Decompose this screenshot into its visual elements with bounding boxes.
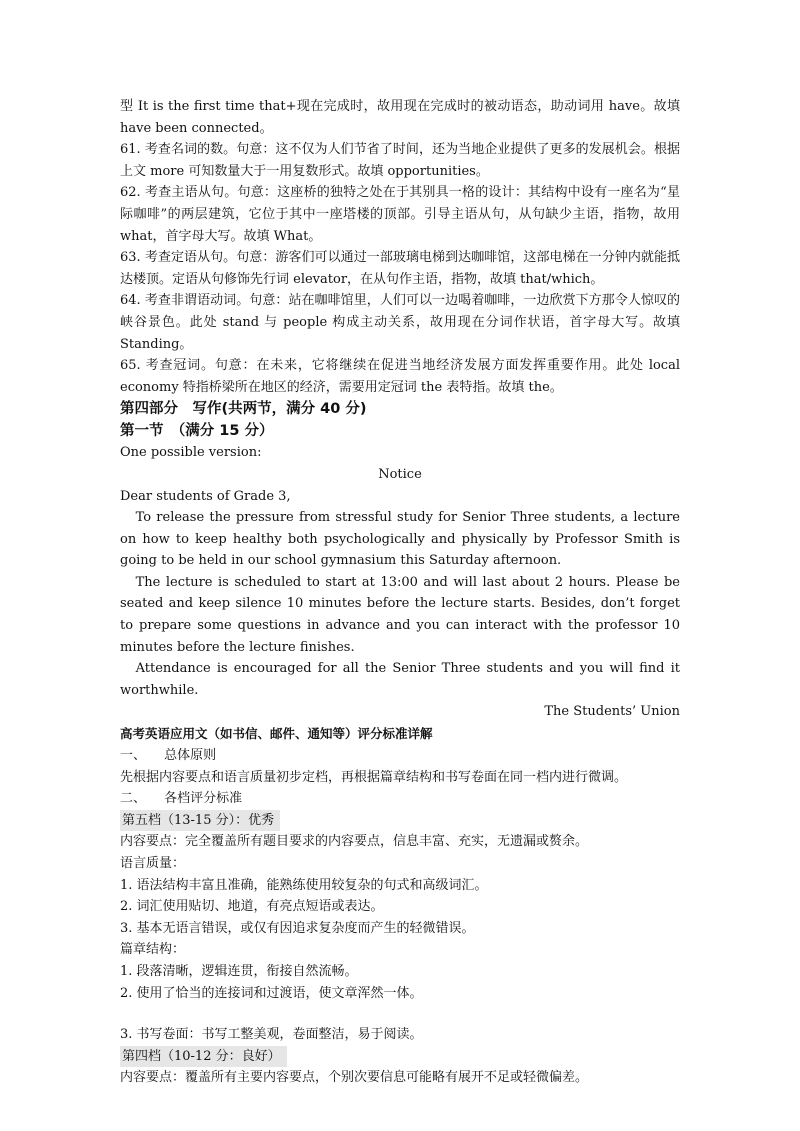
section-title: 各档评分标准: [164, 791, 243, 807]
grade5-label: 第五档（13-15 分）：优秀: [120, 810, 280, 832]
grade4-heading: [120, 1046, 680, 1068]
grade5-language-title: 语言质量：: [120, 856, 186, 871]
answer-explanation-63: 63. 考查定语从句。句意：游客们可以通过一部玻璃电梯到达咖啡馆，这部电梯在一分钟内就能抵达楼顶。定语从句修饰先行词 elevator，在从句作主语，指物，故填 that/which。: [120, 250, 680, 287]
grade5-writing: 3. 书写卷面：书写工整美观，卷面整洁，易于阅读。: [120, 1027, 423, 1043]
list-item: 2. 词汇使用贴切、地道，有亮点短语或表达。: [120, 899, 384, 915]
rubric-principle: 先根据内容要点和语言质量初步定档，再根据篇章结构和书写卷面在同一档内进行微调。: [120, 769, 628, 785]
answer-explanation-61: 61. 考查名词的数。句意：这不仅为人们节省了时间，还为当地企业提供了更多的发展机会。根据上文 more 可知数量大于一用复数形式。故填 opportunities。: [120, 142, 680, 179]
rubric-section-2-heading: [120, 788, 680, 810]
answer-explanation-65: 65. 考查冠词。句意：在未来，它将继续在促进当地经济发展方面发挥重要作用。此处 local economy 特指桥梁所在地区的经济，需要用定冠词 the 表特指。故填 the。: [120, 358, 680, 395]
possible-version-label: One possible version:: [120, 445, 262, 461]
section1-heading: 第一节 （满分 15 分）: [120, 423, 274, 440]
rubric-section-1-heading: [120, 745, 680, 767]
section-title: 总体原则: [164, 748, 217, 764]
list-item: 1. 段落清晰，逻辑连贯，衔接自然流畅。: [120, 963, 358, 979]
notice-paragraph: To release the pressure from stressful study for Senior Three students, a lecture on how to keep healthy both psychologically and physically by Professor Smith is going to be held in our school gymnasium this Saturday afternoon.: [120, 510, 680, 569]
list-item: 3. 基本无语言错误，或仅有因追求复杂度而产生的轻微错误。: [120, 920, 475, 936]
answer-explanation-64: 64. 考查非谓语动词。句意：站在咖啡馆里，人们可以一边喝着咖啡，一边欣赏下方那令人惊叹的峡谷景色。此处 stand 与 people 构成主动关系，故用现在分词作状语，首字母大写。故填 Standing。: [120, 293, 680, 352]
grade5-content: 内容要点：完全覆盖所有题目要求的内容要点，信息丰富、充实，无遗漏或赘余。: [120, 834, 589, 850]
notice-paragraph: Attendance is encouraged for all the Senior Three students and you will find it worthwhile.: [120, 661, 680, 698]
list-item: 2. 使用了恰当的连接词和过渡语，使文章浑然一体。: [120, 985, 423, 1001]
section-number: 一、: [120, 748, 147, 764]
notice-signature: The Students’ Union: [544, 704, 680, 720]
grade4-label: 第四档（10-12 分：良好）: [120, 1046, 287, 1068]
part4-heading: 第四部分 写作(共两节，满分 40 分): [120, 401, 367, 418]
list-item: 1. 语法结构丰富且准确，能熟练使用较复杂的句式和高级词汇。: [120, 877, 488, 893]
answer-explanation-62: 62. 考查主语从句。句意：这座桥的独特之处在于其别具一格的设计：其结构中设有一座名为“星际咖啡”的两层建筑，它位于其中一座塔楼的顶部。引导主语从句，从句缺少主语，指物，故用 what，首字母大写。故填 What。: [120, 185, 680, 244]
document-page: [120, 96, 680, 1089]
grade4-content: 内容要点：覆盖所有主要内容要点，个别次要信息可能略有展开不足或轻微偏差。: [120, 1070, 589, 1086]
grade5-structure-title: 篇章结构：: [120, 942, 186, 958]
notice-paragraph: The lecture is scheduled to start at 13:00 and will last about 2 hours. Please be seated and keep silence 10 minutes before the lecture starts. Besides, don’t forget to prepare some questions in advance and you can interact with the professor 10 minutes before the lecture finishes.: [120, 574, 680, 655]
grade5-heading: [120, 810, 680, 832]
rubric-title: 高考英语应用文（如书信、邮件、通知等）评分标准详解: [120, 726, 433, 742]
notice-title: Notice: [378, 466, 422, 482]
notice-salutation: Dear students of Grade 3,: [120, 488, 291, 504]
answer-explanation-60-tail: 型 It is the first time that+现在完成时，故用现在完成时的被动语态，助动词用 have。故填 have been connected。: [120, 99, 680, 136]
spacer: [120, 1004, 680, 1024]
section-number: 二、: [120, 791, 147, 807]
